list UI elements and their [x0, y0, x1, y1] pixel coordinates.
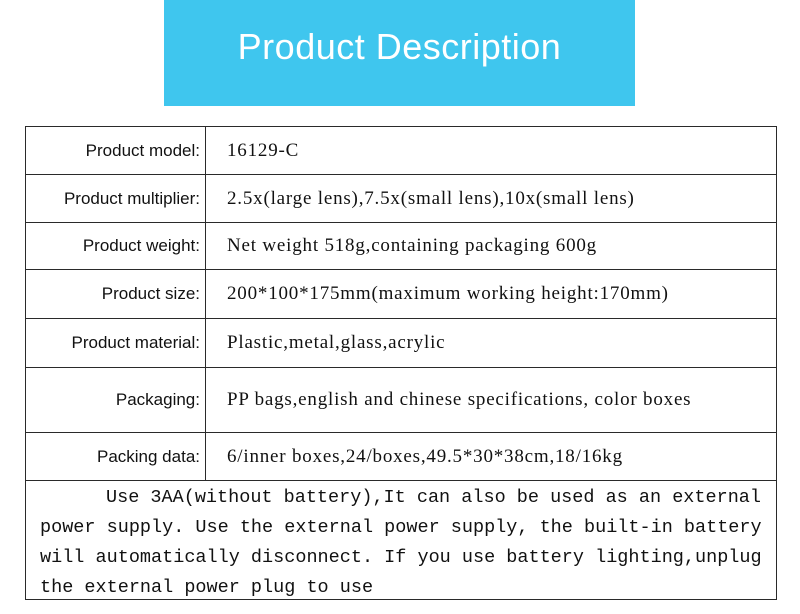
spec-value: 6/inner boxes,24/boxes,49.5*30*38cm,18/16kg [206, 433, 777, 481]
header-banner [164, 0, 635, 106]
spec-label: Product size: [26, 270, 206, 319]
spec-table [25, 126, 777, 481]
spec-label: Product model: [26, 127, 206, 175]
spec-value: 2.5x(large lens),7.5x(small lens),10x(small lens) [206, 175, 777, 223]
spec-value: Plastic,metal,glass,acrylic [206, 319, 777, 368]
spec-value: 16129-C [206, 127, 777, 175]
spec-label: Product multiplier: [26, 175, 206, 223]
spec-value: 200*100*175mm(maximum working height:170mm) [206, 270, 777, 319]
page-title: Product Description [237, 26, 562, 67]
table-row-multiplier [26, 175, 777, 223]
spec-label: Product weight: [26, 223, 206, 270]
table-row-model [26, 127, 777, 175]
spec-label: Product material: [26, 319, 206, 368]
table-row-packaging [26, 368, 777, 433]
power-supply-note: Use 3AA(without battery),It can also be used as an external power supply. Use the external power supply, the built-in battery will automatically disconnect. If you use battery lighting,unplug the external power plug to use [25, 481, 777, 600]
spec-value: PP bags,english and chinese specifications, color boxes [206, 368, 777, 433]
table-row-packing-data [26, 433, 777, 481]
table-row-size [26, 270, 777, 319]
table-row-weight [26, 223, 777, 270]
spec-label: Packaging: [26, 368, 206, 433]
spec-value: Net weight 518g,containing packaging 600g [206, 223, 777, 270]
spec-label: Packing data: [26, 433, 206, 481]
table-row-material [26, 319, 777, 368]
